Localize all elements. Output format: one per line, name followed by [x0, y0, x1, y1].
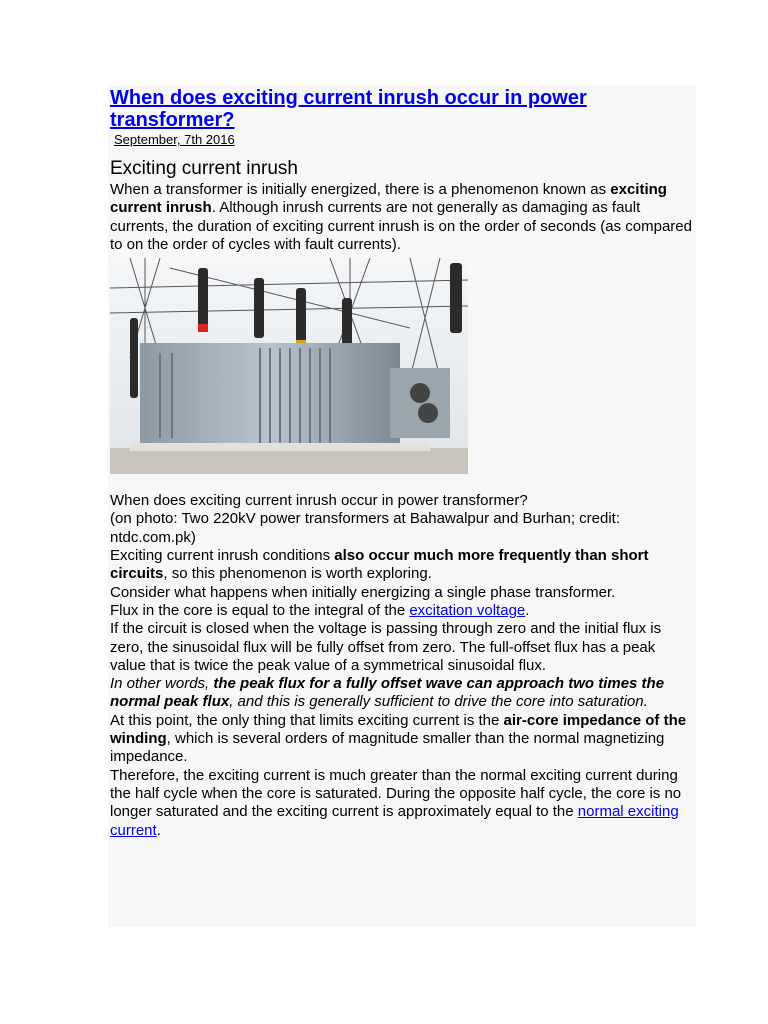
article-title-link[interactable]: When does exciting current inrush occur in power transformer?	[110, 87, 587, 131]
paragraph-intro	[110, 181, 694, 254]
paragraph-flux	[110, 602, 694, 620]
paragraph-therefore	[110, 767, 694, 840]
bold-term: the peak flux for a fully offset wave can approach two times the normal peak flux	[110, 675, 665, 711]
bold-term: also occur much more frequently than short circuits	[110, 547, 649, 583]
photo-caption-credit: (on photo: Two 220kV power transformers at Bahawalpur and Burhan; credit: ntdc.com.pk)	[110, 510, 621, 546]
text: , and this is generally sufficient to drive the core into saturation.	[229, 693, 648, 711]
article-date: September, 7th 2016	[114, 132, 235, 147]
text: Exciting current inrush conditions	[110, 547, 335, 565]
section-heading: Exciting current inrush	[110, 158, 298, 179]
excitation-voltage-link[interactable]: excitation voltage	[409, 601, 526, 619]
paragraph-air-core	[110, 712, 694, 767]
normal-exciting-current-link[interactable]: normal exciting current	[110, 803, 679, 839]
paragraph-offset: If the circuit is closed when the voltage is passing through zero and the initial flux is zero, the sinusoidal flux will be fully offset from zero. The full-offset flux has a peak value that is twice the peak value of a symmetrical sinusoidal flux.	[110, 620, 662, 674]
text: Therefore, the exciting current is much greater than the normal exciting current during the half cycle when the core is saturated. During the opposite half cycle, the core is no longer saturated and the exciting current is approximately equal to the	[110, 766, 682, 821]
paragraph-frequency	[110, 547, 694, 584]
article-content	[110, 87, 694, 840]
paragraph-consider: Consider what happens when initially energizing a single phase transformer.	[110, 583, 616, 601]
text: When a transformer is initially energized, there is a phenomenon known as	[110, 181, 611, 198]
bold-term: exciting current inrush	[110, 181, 667, 217]
text: , which is several orders of magnitude smaller than the normal magnetizing impedance.	[110, 730, 665, 766]
photo-caption-title: When does exciting current inrush occur in power transformer?	[110, 492, 528, 510]
text: , so this phenomenon is worth exploring.	[163, 565, 432, 583]
bold-term: air-core impedance of the winding	[110, 711, 687, 748]
text: In other words,	[110, 675, 214, 693]
article-page	[108, 85, 696, 927]
text: .	[156, 821, 161, 839]
transformer-photo	[110, 258, 468, 474]
text: .	[525, 601, 530, 619]
text: . Although inrush currents are not generally as damaging as fault currents, the duration of exciting current inrush is on the order of seconds (as compared to on the order of cycles with fault currents).	[110, 199, 692, 253]
text: Flux in the core is equal to the integral of the	[110, 601, 410, 619]
paragraph-other-words	[110, 675, 694, 712]
text: At this point, the only thing that limits exciting current is the	[110, 711, 504, 729]
